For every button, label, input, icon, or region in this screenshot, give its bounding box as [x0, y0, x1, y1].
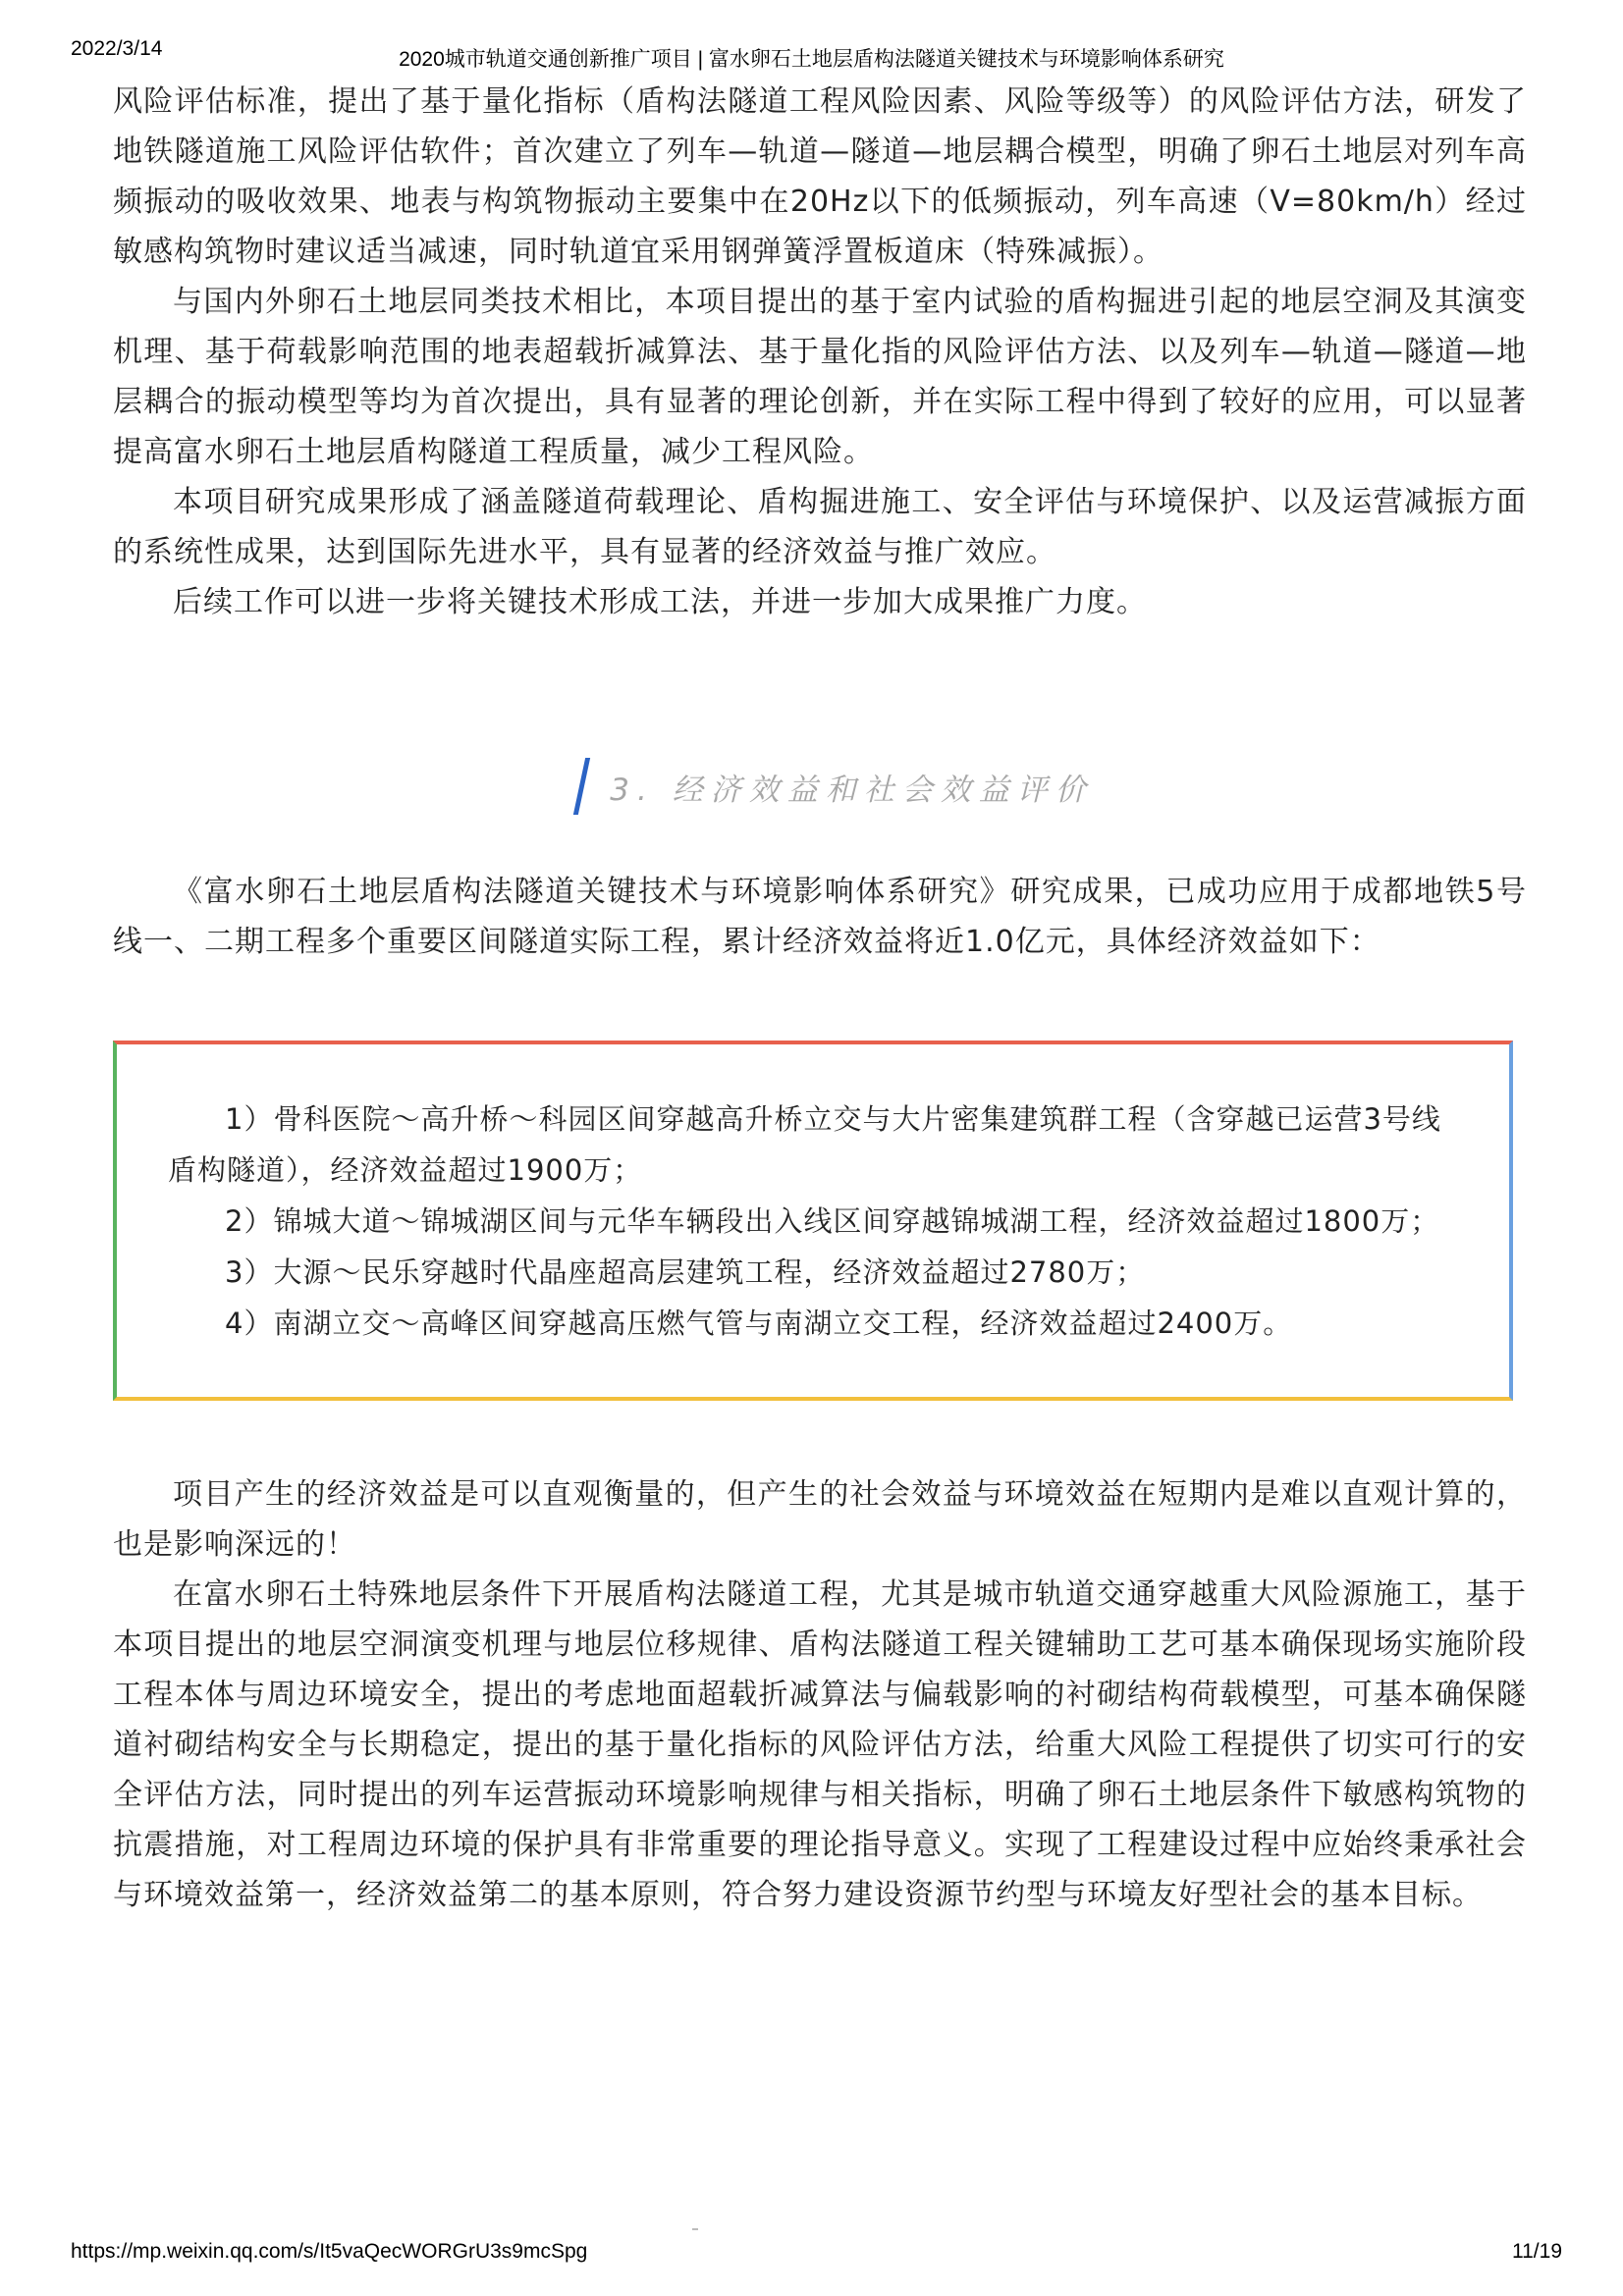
paragraph: 在富水卵石土特殊地层条件下开展盾构法隧道工程，尤其是城市轨道交通穿越重大风险源施工，基于本项目提出的地层空洞演变机理与地层位移规律、盾构法隧道工程关键辅助工艺可基本确保现场实施阶段工程本体与周边环境安全，提出的考虑地面超载折减算法与偏载影响的衬砌结构荷载模型，可基本确保隧道衬砌结构安全与长期稳定，提出的基于量化指标的风险评估方法，给重大风险工程提供了切实可行的安全评估方法，同时提出的列车运营振动环境影响规律与相关指标，明确了卵石土地层条件下敏感构筑物的抗震措施，对工程周边环境的保护具有非常重要的理论指导意义。实现了工程建设过程中应始终秉承社会与环境效益第一，经济效益第二的基本原则，符合努力建设资源节约型与环境友好型社会的基本目标。 — [113, 1577, 1527, 1912]
section-heading-text: 3. 经济效益和社会效益评价 — [610, 772, 1094, 808]
page-divider-mark — [692, 2228, 698, 2230]
heading-accent-bar — [573, 758, 590, 815]
paragraph: 与国内外卵石土地层同类技术相比，本项目提出的基于室内试验的盾构掘进引起的地层空洞及其演变机理、基于荷载影响范围的地表超载折减算法、基于量化指的风险评估方法、以及列车—轨道—隧道—地层耦合的振动模型等均为首次提出，具有显著的理论创新，并在实际工程中得到了较好的应用，可以显著提高富水卵石土地层盾构隧道工程质量，减少工程风险。 — [113, 285, 1527, 469]
print-page-number: 11/19 — [1512, 2240, 1562, 2263]
print-header — [0, 37, 1623, 77]
paragraph: 项目产生的经济效益是可以直观衡量的，但产生的社会效益与环境效益在短期内是难以直观计算的，也是影响深远的！ — [113, 1477, 1527, 1562]
article-body — [113, 77, 1527, 1920]
paragraph: 后续工作可以进一步将关键技术形成工法，并进一步加大成果推广力度。 — [173, 585, 1147, 619]
section-intro: 《富水卵石土地层盾构法隧道关键技术与环境影响体系研究》研究成果，已成功应用于成都地铁5号线一、二期工程多个重要区间隧道实际工程，累计经济效益将近1.0亿元，具体经济效益如下： — [113, 875, 1527, 959]
print-date: 2022/3/14 — [71, 37, 163, 60]
economic-benefits-box — [113, 1041, 1513, 1401]
benefit-item: 1）骨科医院～高升桥～科园区间穿越高升桥立交与大片密集建筑群工程（含穿越已运营3号线盾构隧道），经济效益超过1900万； — [168, 1102, 1441, 1187]
print-title: 2020城市轨道交通创新推广项目 | 富水卵石土地层盾构法隧道关键技术与环境影响体系研究 — [399, 48, 1224, 71]
paragraph: 本项目研究成果形成了涵盖隧道荷载理论、盾构掘进施工、安全评估与环境保护、以及运营减振方面的系统性成果，达到国际先进水平，具有显著的经济效益与推广效应。 — [113, 485, 1527, 569]
benefit-item: 4）南湖立交～高峰区间穿越高压燃气管与南湖立交工程，经济效益超过2400万。 — [225, 1307, 1293, 1340]
benefit-item: 2）锦城大道～锦城湖区间与元华车辆段出入线区间穿越锦城湖工程，经济效益超过1800万； — [225, 1204, 1440, 1238]
benefit-item: 3）大源～民乐穿越时代晶座超高层建筑工程，经济效益超过2780万； — [225, 1255, 1146, 1289]
section-heading — [113, 755, 1527, 818]
print-url: https://mp.weixin.qq.com/s/It5vaQecWORGrU3s9mcSpg — [71, 2240, 588, 2263]
paragraph: 风险评估标准，提出了基于量化指标（盾构法隧道工程风险因素、风险等级等）的风险评估方法，研发了地铁隧道施工风险评估软件；首次建立了列车—轨道—隧道—地层耦合模型，明确了卵石土地层对列车高频振动的吸收效果、地表与构筑物振动主要集中在20Hz以下的低频振动，列车高速（V=80km/h）经过敏感构筑物时建议适当减速，同时轨道宜采用钢弹簧浮置板道床（特殊减振）。 — [113, 84, 1527, 269]
